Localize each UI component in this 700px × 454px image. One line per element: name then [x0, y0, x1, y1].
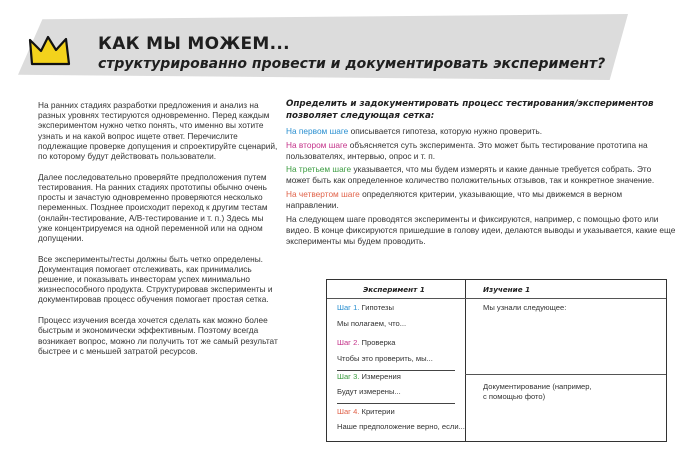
grid-divider	[465, 374, 666, 375]
grid-step4-label: Шаг 4.	[337, 407, 360, 416]
grid-step4-title: Критерии	[359, 407, 395, 416]
grid-step1	[337, 303, 394, 312]
step-description	[286, 126, 676, 137]
grid-divider	[465, 280, 466, 441]
right-column	[286, 98, 676, 249]
divider	[337, 403, 455, 404]
grid-step3	[337, 372, 401, 381]
step1-text: описывается гипотеза, которую нужно проверить.	[348, 126, 543, 136]
grid-step1-title: Гипотезы	[359, 303, 395, 312]
page-title: КАК МЫ МОЖЕМ...	[98, 34, 290, 54]
step-description	[286, 164, 676, 186]
paragraph: Процесс изучения всегда хочется сделать как можно более быстрым и экономически эффективным. Поэтому всегда возникает вопрос, можно ли получить тот же самый результат быстрее и с меньшей затратой ресурсов.	[38, 315, 278, 356]
experiment-grid	[326, 279, 667, 442]
grid-step1-prompt: Мы полагаем, что...	[337, 319, 407, 328]
step3-label: На третьем шаге	[286, 164, 352, 174]
learning-header: Изучение 1	[483, 285, 531, 294]
grid-step2-title: Проверка	[359, 338, 396, 347]
step2-label: На втором шаге	[286, 139, 348, 150]
grid-step3-prompt: Будут измерены...	[337, 387, 401, 396]
documentation-line2: с помощью фото)	[483, 392, 546, 401]
page-subtitle: структурированно провести и документировать эксперимент?	[98, 56, 606, 72]
learned-prompt: Мы узнали следующее:	[483, 303, 567, 312]
grid-step2-prompt: Чтобы это проверить, мы...	[337, 354, 433, 363]
step4-label: На четвертом шаге	[286, 188, 360, 199]
grid-step2	[337, 338, 396, 347]
grid-step4	[337, 407, 395, 416]
section-heading: Определить и задокументировать процесс тестирования/экспериментов позволяет следующая сетка:	[286, 99, 654, 121]
grid-step2-label: Шаг 2.	[337, 338, 360, 347]
paragraph: На ранних стадиях разработки предложения и анализ на разных уровнях тестируются одновременно. Перед каждым экспериментом нужно четко понять, что именно вы хотите узнать и на какой вопрос ищете ответ. Перечислите подлежащие проверке допущения и спроектируйте сценарий, по которому будут действовать пользователи.	[38, 100, 278, 162]
step-description	[286, 189, 676, 211]
divider	[337, 370, 455, 371]
step3-text: указывается, что мы будем измерять и какие данные требуется собрать. Это может быть как определенное количество положительных отзывов, так и конкретное значение.	[286, 164, 655, 185]
grid-divider	[327, 298, 465, 299]
experiment-header: Эксперимент 1	[363, 285, 425, 294]
step2-text: объясняется суть эксперимента. Это может быть тестирование прототипа на пользователях, интервью, опрос и т. п.	[286, 139, 648, 161]
closing-paragraph: На следующем шаге проводятся эксперименты и фиксируются, например, с помощью фото или видео. В конце фиксируются пришедшие в голову идеи, делаются выводы и указывается, какие еще эксперименты мы будем проводить.	[286, 213, 676, 246]
grid-step3-title: Измерения	[359, 372, 401, 381]
crown-icon	[28, 34, 74, 70]
documentation-line1: Документирование (например,	[483, 382, 592, 391]
grid-step4-prompt: Наше предположение верно, если...	[337, 422, 465, 431]
grid-step1-label: Шаг 1.	[337, 303, 360, 312]
left-column	[38, 100, 278, 366]
step4-text: определяются критерии, указывающие, что мы движемся в верном направлении.	[286, 188, 623, 210]
grid-divider	[465, 298, 666, 299]
paragraph: Все эксперименты/тесты должны быть четко определены. Документация помогает отслеживать, как принимались решение, и показывать инвесторам успех минимально жизнеспособного продукта. Структурировав эксперименты и документировав процесс обучения помогает простая сетка.	[38, 253, 273, 305]
paragraph: Далее последовательно проверяйте предположения путем тестирования. На ранних стадиях прототипы обычно очень просты и зачастую одновременно проверяются несколько переменных. Позднее происходит переход к другим тестам (онлайн-тестирование, A/B-тестирование и т. п.) Здесь мы уже концентрируемся на одной переменной или на одном допущении.	[38, 171, 268, 243]
step1-label: На первом шаге	[286, 126, 349, 136]
step-description	[286, 140, 676, 162]
grid-step3-label: Шаг 3.	[337, 372, 360, 381]
